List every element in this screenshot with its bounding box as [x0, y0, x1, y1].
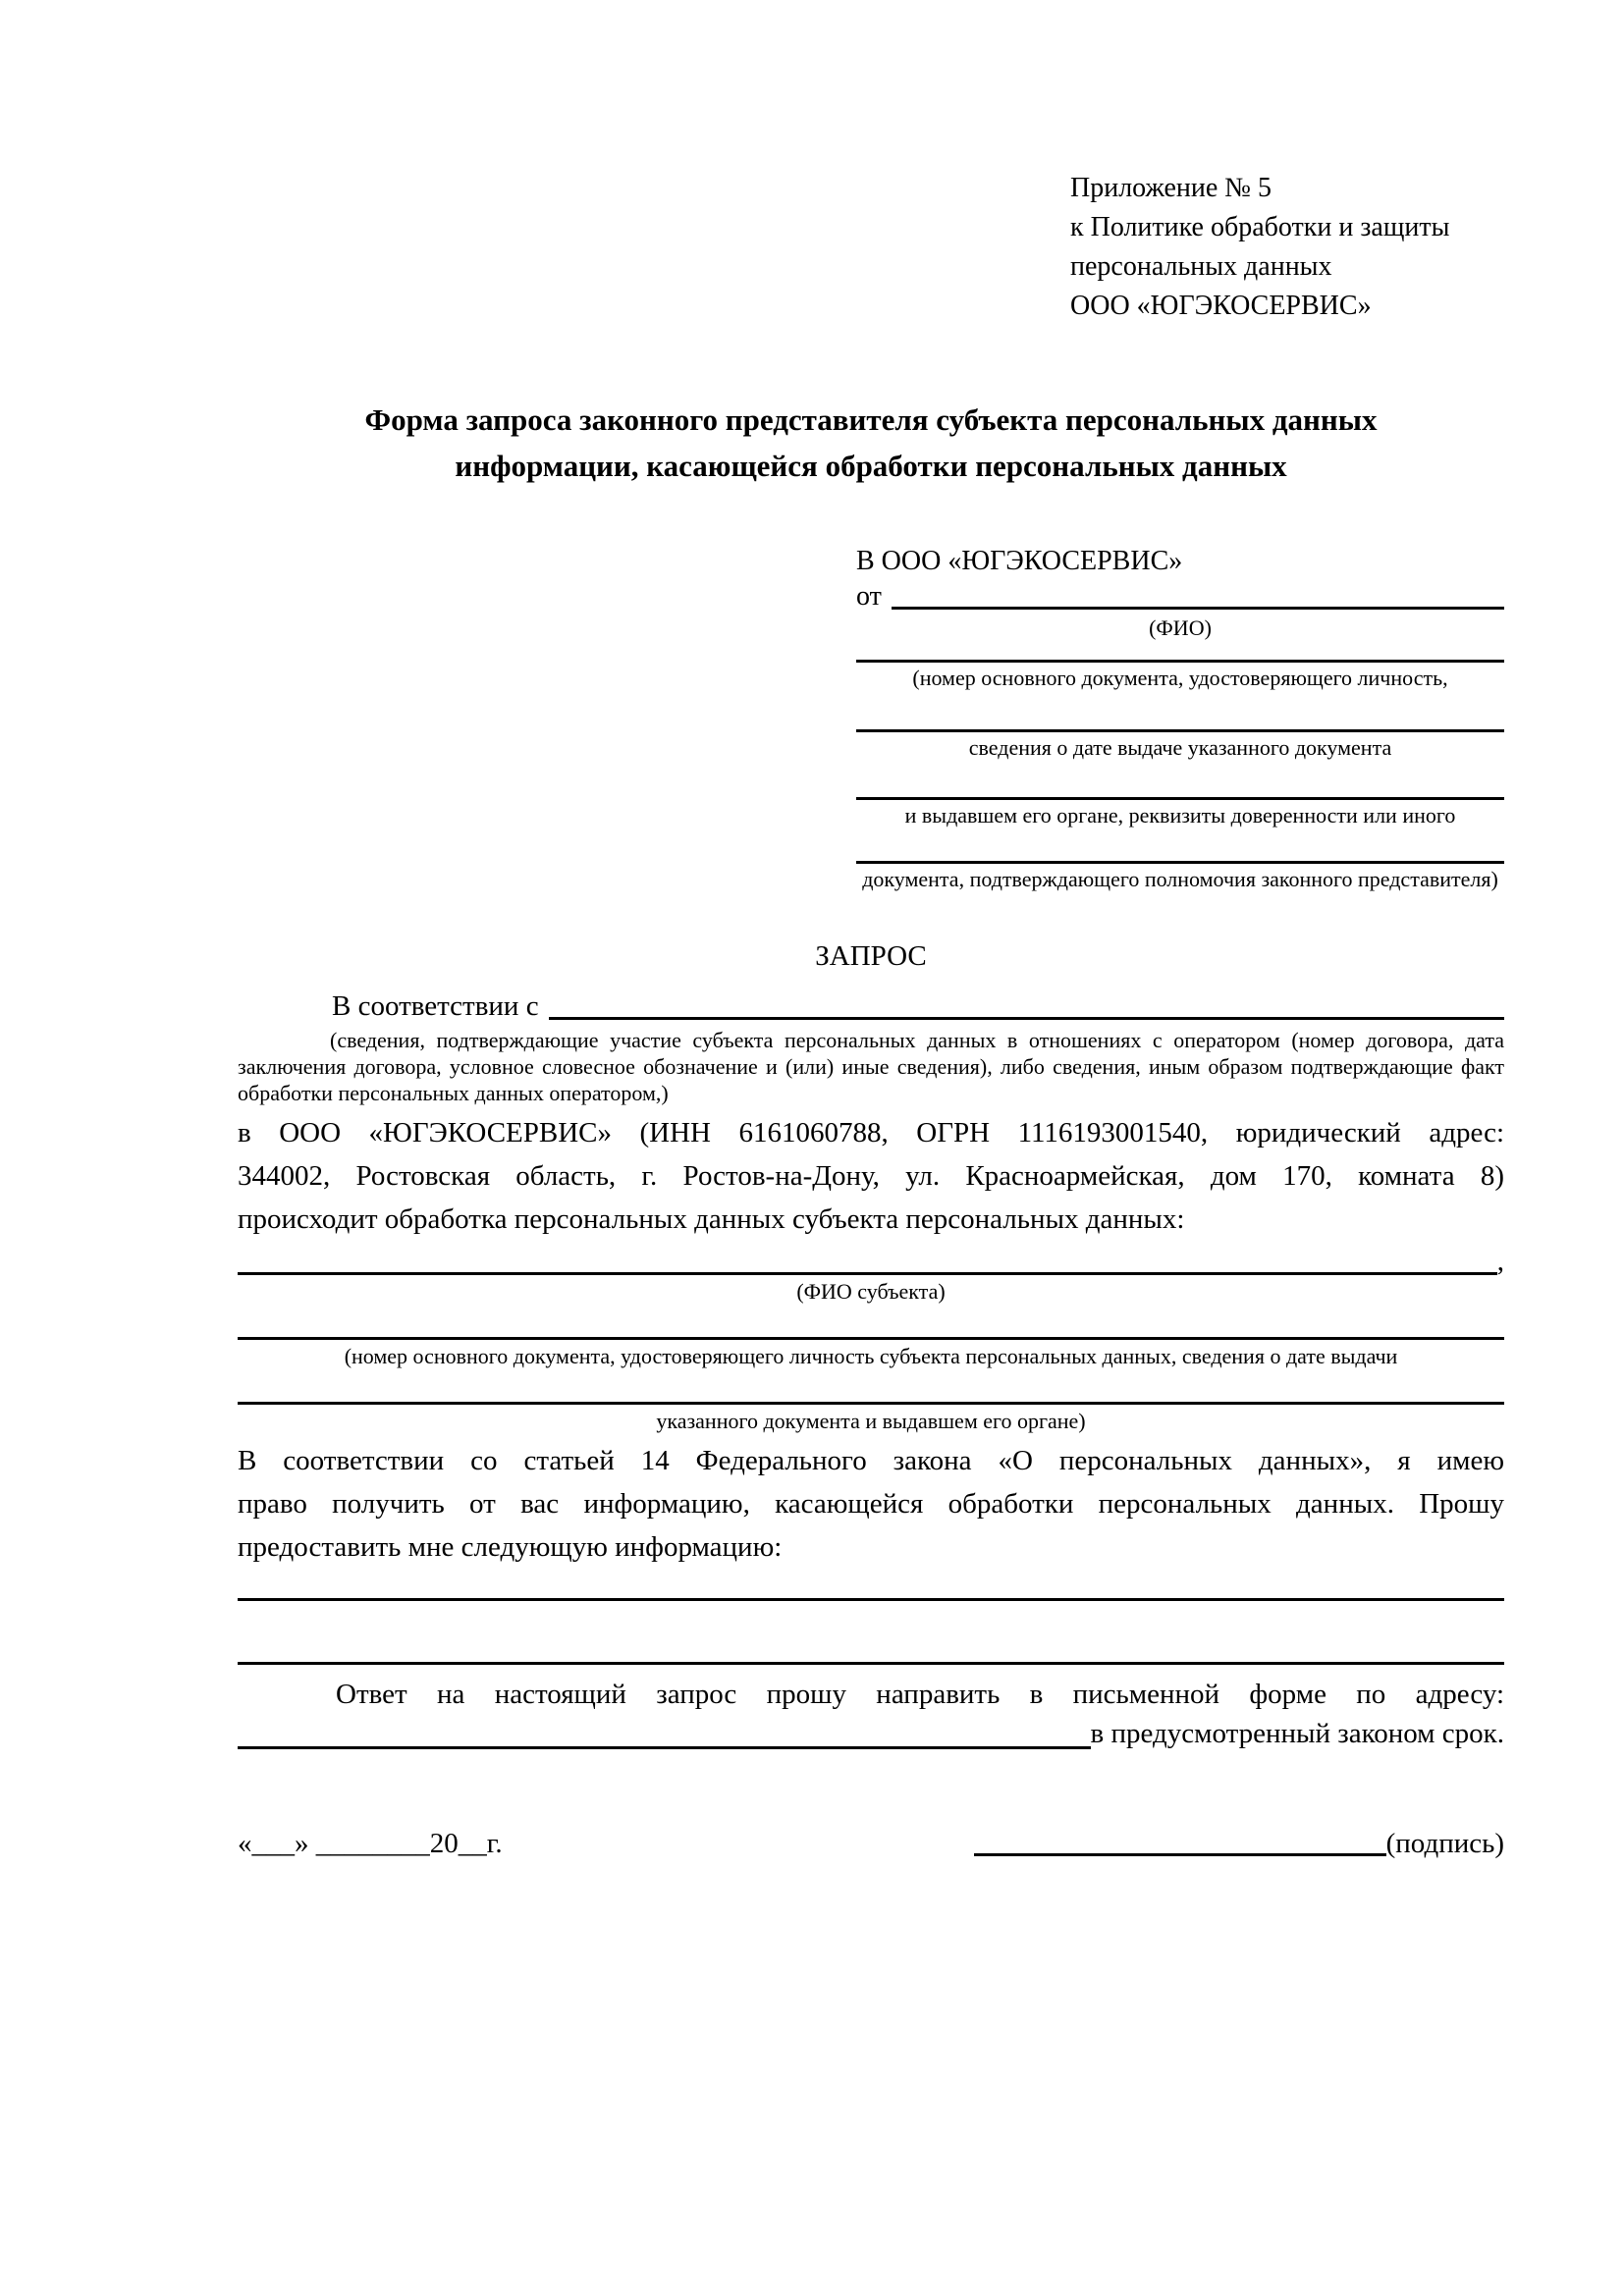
from-fill-line — [892, 607, 1504, 610]
page-title-line: Форма запроса законного представителя субъекта персональных данных — [364, 402, 1378, 437]
subject-doc-caption: (номер основного документа, удостоверяющего личность субъекта персональных данных, сведения о дате выдачи — [344, 1344, 1398, 1368]
appendix-line: персональных данных — [1070, 251, 1332, 282]
rights-line: В соответствии со статьей 14 Федерального закона «О персональных данных», я имею — [238, 1445, 1504, 1476]
page-title — [238, 397, 1504, 489]
document-content — [238, 0, 1504, 1861]
subject-doc-caption: указанного документа и выдавшем его органе) — [656, 1409, 1086, 1433]
subject-fio-line — [238, 1245, 1504, 1278]
operator-line: 344002, Ростовская область, г. Ростов-на-Дону, ул. Красноармейская, дом 170, комната 8) — [238, 1160, 1504, 1192]
subject-doc-field — [238, 1402, 1504, 1435]
reply-address-line — [238, 1714, 1504, 1753]
reply-line-suffix: в предусмотренный законом срок. — [1090, 1718, 1504, 1749]
note-line: заключения договора, условное словесное обозначение и (или) иные сведения), либо сведения, иным образом подтверждающие факт — [238, 1054, 1504, 1079]
subject-doc-field — [238, 1337, 1504, 1370]
rights-paragraph — [238, 1439, 1504, 1569]
appendix-line: ООО «ЮГЭКОСЕРВИС» — [1070, 291, 1372, 321]
trailing-comma: , — [1496, 1246, 1504, 1277]
blank-fill-line — [238, 1662, 1504, 1665]
from-label: от — [856, 581, 882, 612]
lead-text: В соответствии с — [332, 990, 539, 1022]
rights-line: право получить от вас информацию, касающейся обработки персональных данных. Прошу — [238, 1488, 1504, 1520]
note-line: (сведения, подтверждающие участие субъекта персональных данных в отношениях с оператором (номер договора, дата — [330, 1028, 1504, 1052]
signature-caption: (подпись) — [1385, 1828, 1504, 1859]
page-title-line: информации, касающейся обработки персональных данных — [455, 449, 1287, 483]
operator-line: происходит обработка персональных данных субъекта персональных данных: — [238, 1203, 1185, 1235]
operator-line: в ООО «ЮГЭКОСЕРВИС» (ИНН 6161060788, ОГРН 1116193001540, юридический адрес: — [238, 1117, 1504, 1148]
field-caption: и выдавшем его органе, реквизиты доверенности или иного — [904, 803, 1456, 828]
blank-fill-line — [238, 1598, 1504, 1601]
addressee-field — [856, 861, 1504, 893]
appendix-note — [1070, 169, 1504, 326]
addressee-to: В ООО «ЮГЭКОСЕРВИС» — [856, 546, 1183, 576]
reply-line: Ответ на настоящий запрос прошу направить в письменной форме по адресу: — [336, 1679, 1504, 1710]
rights-line: предоставить мне следующую информацию: — [238, 1531, 783, 1563]
appendix-line: к Политике обработки и защиты — [1070, 212, 1450, 242]
addressee-field — [856, 729, 1504, 762]
signature-group — [974, 1826, 1504, 1861]
field-caption: документа, подтверждающего полномочия законного представителя) — [862, 867, 1498, 891]
operator-paragraph — [238, 1111, 1504, 1241]
subject-fio-caption: (ФИО субъекта) — [796, 1279, 946, 1304]
from-row — [856, 579, 1504, 614]
field-caption: (номер основного документа, удостоверяющего личность, — [912, 666, 1448, 690]
reply-address-fill-line — [238, 1746, 1091, 1749]
fio-caption: (ФИО) — [1149, 615, 1212, 640]
note-paragraph — [238, 1027, 1504, 1106]
note-line: обработки персональных данных оператором,) — [238, 1081, 669, 1105]
addressee-field — [856, 797, 1504, 829]
subject-fio-fill-line — [238, 1272, 1497, 1275]
date-line: «___» ________20__г. — [238, 1828, 503, 1859]
lead-fill-line — [549, 1017, 1504, 1020]
addressee-field — [856, 660, 1504, 692]
section-heading: ЗАПРОС — [815, 940, 927, 972]
appendix-line: Приложение № 5 — [1070, 173, 1272, 203]
footer-row — [238, 1826, 1504, 1861]
signature-fill-line — [974, 1853, 1386, 1856]
addressee-block — [856, 544, 1504, 893]
lead-row — [238, 988, 1504, 1025]
field-caption: сведения о дате выдаче указанного документа — [968, 735, 1392, 760]
